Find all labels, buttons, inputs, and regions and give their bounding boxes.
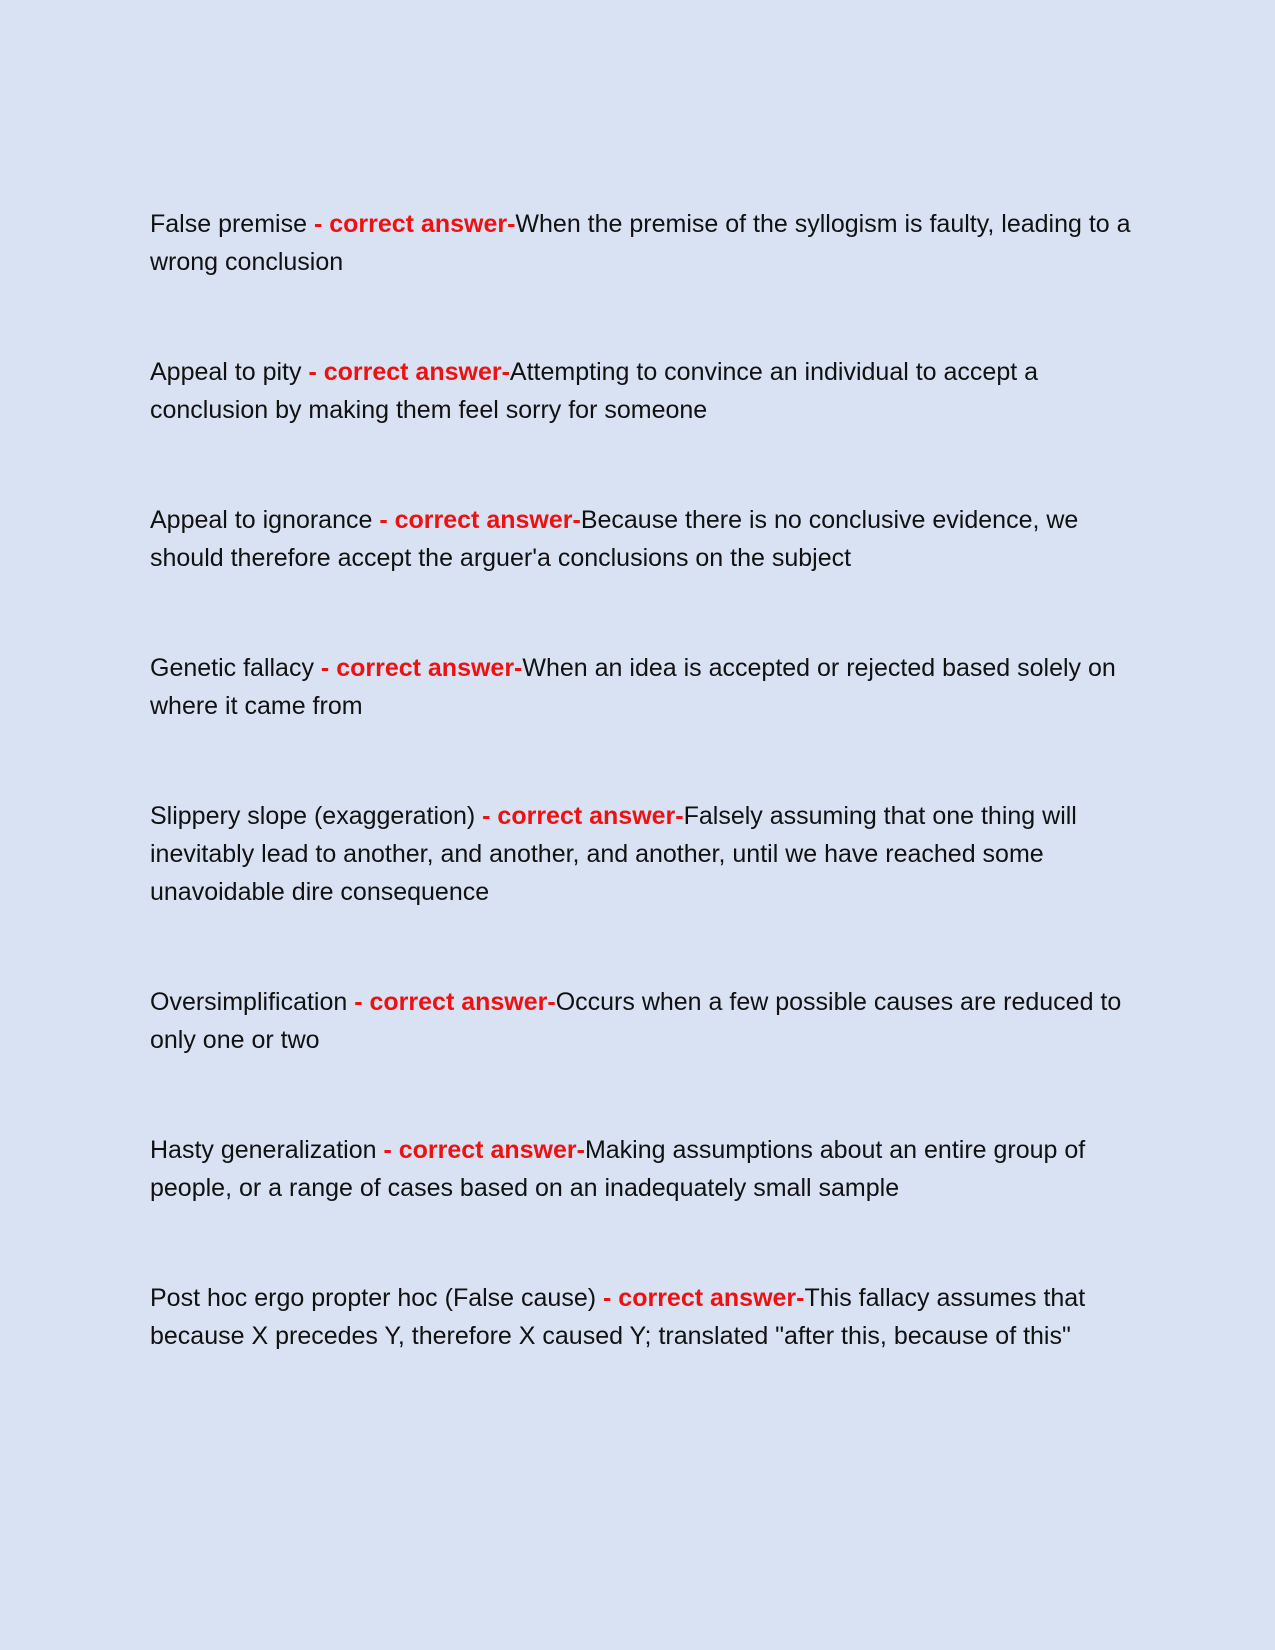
entry-slippery-slope	[150, 797, 1135, 911]
entry-definition: Because there is no conclusive evidence, we should therefore accept the arguer'a conclusions on the subject	[150, 506, 1079, 572]
entry-appeal-to-pity	[150, 353, 1135, 429]
entry-definition: Falsely assuming that one thing will inevitably lead to another, and another, and another, until we have reached some unavoidable dire consequence	[150, 802, 1077, 906]
entry-term: Hasty generalization	[150, 1136, 377, 1164]
entry-appeal-to-ignorance	[150, 501, 1135, 577]
correct-answer-label: - correct answer-	[603, 1284, 805, 1312]
entry-definition: When the premise of the syllogism is faulty, leading to a wrong conclusion	[150, 210, 1131, 276]
entry-definition: Occurs when a few possible causes are reduced to only one or two	[150, 988, 1122, 1054]
entry-definition: When an idea is accepted or rejected based solely on where it came from	[150, 654, 1116, 720]
entry-genetic-fallacy	[150, 649, 1135, 725]
correct-answer-label: - correct answer-	[379, 506, 581, 534]
correct-answer-label: - correct answer-	[308, 358, 510, 386]
entry-term: Appeal to pity	[150, 358, 302, 386]
entry-post-hoc	[150, 1279, 1135, 1355]
entry-hasty-generalization	[150, 1131, 1135, 1207]
document-page	[150, 205, 1135, 1427]
entry-term: Oversimplification	[150, 988, 348, 1016]
entry-definition: Making assumptions about an entire group of people, or a range of cases based on an inadequately small sample	[150, 1136, 1086, 1202]
entry-definition: This fallacy assumes that because X precedes Y, therefore X caused Y; translated "after this, because of this"	[150, 1284, 1086, 1350]
correct-answer-label: - correct answer-	[354, 988, 556, 1016]
entry-term: False premise	[150, 210, 307, 238]
entry-term: Post hoc ergo propter hoc (False cause)	[150, 1284, 597, 1312]
entry-term: Genetic fallacy	[150, 654, 314, 682]
correct-answer-label: - correct answer-	[383, 1136, 585, 1164]
entry-definition: Attempting to convince an individual to accept a conclusion by making them feel sorry for someone	[150, 358, 1039, 424]
entry-oversimplification	[150, 983, 1135, 1059]
correct-answer-label: - correct answer-	[482, 802, 684, 830]
entry-false-premise	[150, 205, 1135, 281]
entry-term: Appeal to ignorance	[150, 506, 373, 534]
entry-term: Slippery slope (exaggeration)	[150, 802, 476, 830]
correct-answer-label: - correct answer-	[320, 654, 523, 682]
correct-answer-label: - correct answer-	[313, 210, 516, 238]
